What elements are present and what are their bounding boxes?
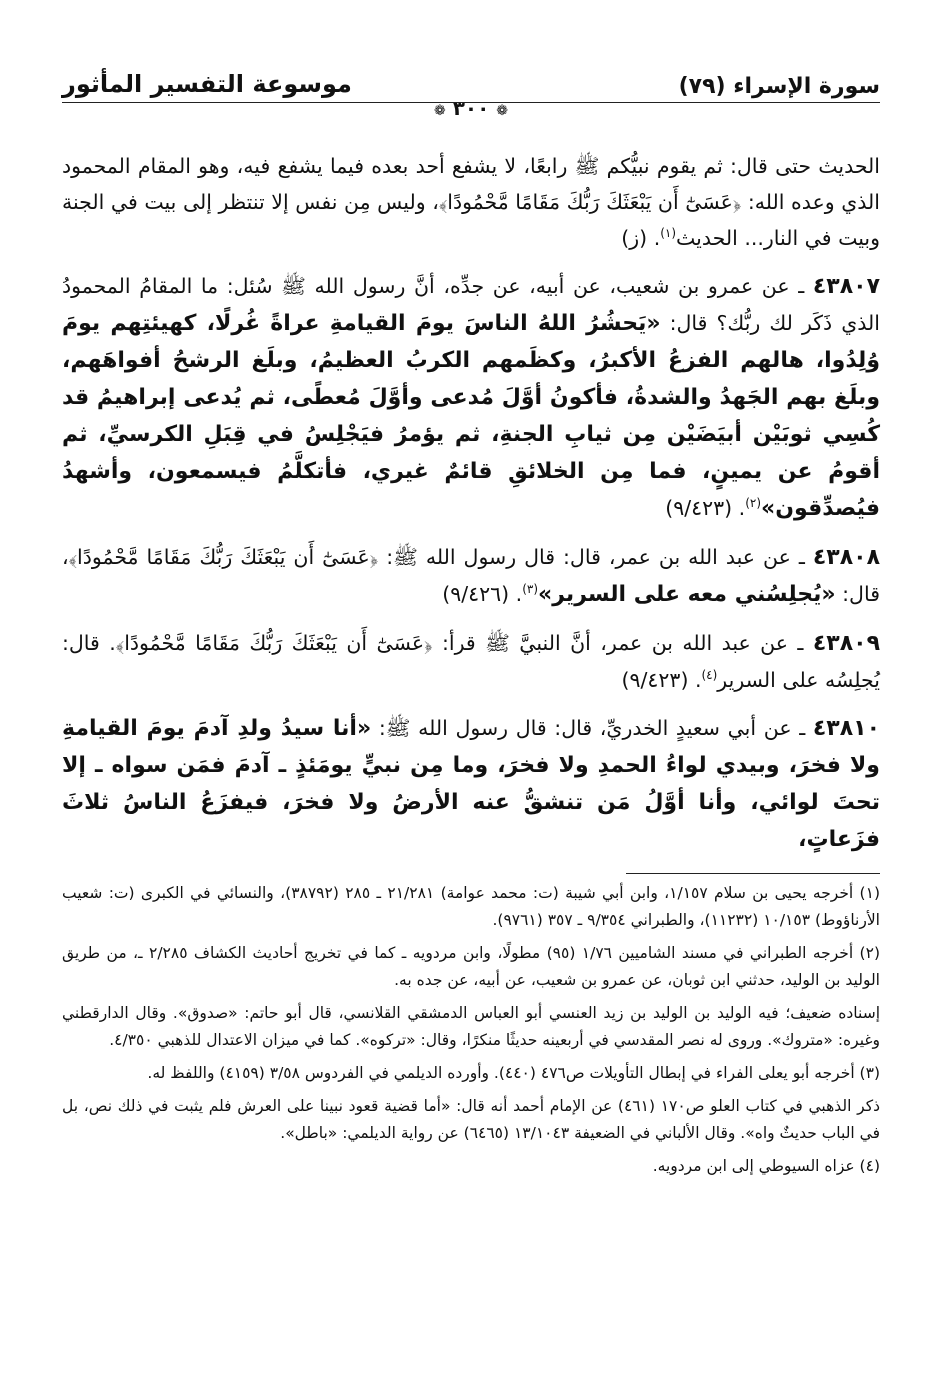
quran-verse: ﴿عَسَىٰٓ أَن يَبْعَثَكَ رَبُّكَ مَقَامًا مَّحْمُودًا﴾ bbox=[115, 631, 433, 655]
hadith-text: «يُجلِسُني معه على السرير» bbox=[538, 582, 836, 607]
hadith-text: «يَحشُرُ اللهُ الناسَ يومَ القيامةِ عراةً غُرلًا، كهيئتِهم يومَ وُلِدُوا، هالهم الفزعُ الأكبرُ، وكظَمهم الكربُ العظيمُ، وبلَغ الرشحُ أفواهَهم، وبلَغ بهم الجَهدُ والشدةُ، فأكونُ أوَّلَ مُدعى وأوَّلَ مُعطًى، ثم يُدعى إبراهيمُ قد كُسِي ثوبَيْن أبيَضَيْن مِن ثيابِ الجنةِ، ثم يؤمرُ فيَجْلِسُ في قِبَلِ الكرسيِّ، ثم أقومُ عن يمينٍ، فما مِن الخلائقِ قائمٌ غيري، فأتكلَّمُ فيسمعون، وأشهدُ فيُصدِّقون» bbox=[62, 311, 880, 521]
intro-text-1: الحديث حتى قال: ثم يقوم نبيُّكم ﷺ رابعًا، لا يشفع أحد بعده فيما يشفع فيه، وهو المقام المحمود الذي وعده الله: bbox=[62, 154, 880, 214]
footnote-1: (١) أخرجه يحيى بن سلام ١/١٥٧، وابن أبي شيبة (ت: محمد عوامة) ٢١/٢٨١ ـ ٢٨٥ (٣٨٧٩٢)، والنسائي في الكبرى (ت: شعيب الأرناؤوط) ١٠/١٥٣ (١١٢٣٢)، والطبراني ٩/٣٥٤ ـ ٣٥٧ (٩٧٦١). bbox=[62, 884, 880, 929]
ornament-right-icon: ❁ bbox=[496, 103, 509, 119]
quran-verse: ﴿عَسَىٰٓ أَن يَبْعَثَكَ رَبُّكَ مَقَامًا مَّحْمُودًا﴾ bbox=[438, 190, 742, 214]
hadith-43808 bbox=[62, 539, 880, 613]
footnote-2-note: إسناده ضعيف؛ فيه الوليد بن الوليد بن زيد العنسي أبو العباس الدمشقي القلانسي، قال أبو حاتم: «صدوق». وقال الدارقطني وغيره: «متروك». وروى له نصر المقدسي في أربعينه حديثًا منكرًا، وقال: «تركوه». كما في ميزان الاعتدال للذهبي ٤/٣٥٠. bbox=[62, 1004, 880, 1049]
hadith-number: ٤٣٨٠٨ bbox=[812, 545, 880, 570]
intro-paragraph bbox=[62, 148, 880, 256]
hadith-text: «أنا سيدُ ولدِ آدمَ يومَ القيامةِ ولا فخرَ، وبيدي لواءُ الحمدِ ولا فخرَ، وما مِن نبيٍّ يومَئذٍ ـ آدمَ فمَن سواه ـ إلا تحتَ لوائي، وأنا أوَّلُ مَن تنشقُّ عنه الأرضُ ولا فخرَ، فيفزَعُ الناسُ ثلاثَ فزَعاتٍ، bbox=[62, 716, 880, 852]
intro-text-2: ، وليس مِن نفس إلا تنتظر إلى بيت في الجنة وبيت في النار... الحديث bbox=[62, 190, 880, 250]
hadith-intro: ـ عن أبي سعيدٍ الخدريِّ، قال: قال رسول الله ﷺ: bbox=[371, 716, 813, 740]
footnote-ref-4[interactable]: (٤) bbox=[701, 668, 718, 683]
hadith-number: ٤٣٨٠٧ bbox=[812, 274, 880, 299]
hadith-43807 bbox=[62, 268, 880, 527]
ornament-left-icon: ❁ bbox=[433, 103, 446, 119]
footnotes bbox=[62, 880, 880, 1186]
footnote-3: (٣) أخرجه أبو يعلى الفراء في إبطال التأويلات ص٤٧٦ (٤٤٠). وأورده الديلمي في الفردوس ٣/٥٨ (٤١٥٩) واللفظ له. bbox=[147, 1064, 880, 1082]
hadith-number: ٤٣٨١٠ bbox=[812, 716, 880, 741]
footnote-4: (٤) عزاه السيوطي إلى ابن مردويه. bbox=[652, 1157, 880, 1175]
hadith-intro: ـ عن عبد الله بن عمر، قال: قال رسول الله ﷺ: bbox=[378, 545, 813, 569]
intro-tail: . (ز) bbox=[621, 226, 661, 250]
page-number: ٣٠٠ bbox=[452, 96, 490, 120]
hadith-43810 bbox=[62, 710, 880, 858]
hadith-number: ٤٣٨٠٩ bbox=[812, 631, 880, 656]
footnote-ref-2[interactable]: (٢) bbox=[745, 496, 762, 511]
quran-verse: ﴿عَسَىٰٓ أَن يَبْعَثَكَ رَبُّكَ مَقَامًا مَّحْمُودًا﴾ bbox=[68, 545, 379, 569]
footnote-ref-1[interactable]: (١) bbox=[660, 226, 677, 241]
hadith-mid: . قال: يُجلِسُه على السرير bbox=[62, 631, 880, 692]
book-title: موسوعة التفسير المأثور bbox=[62, 70, 352, 98]
footnote-rule bbox=[626, 873, 880, 874]
hadith-43809 bbox=[62, 625, 880, 698]
hadith-mid: ، قال: bbox=[62, 545, 880, 606]
volume-ref: . (٩/٤٢٣) bbox=[621, 668, 702, 692]
page-number-block bbox=[434, 96, 508, 120]
hadith-intro: ـ عن عبد الله بن عمر، أنَّ النبيَّ ﷺ قرأ: bbox=[432, 631, 813, 655]
footnote-2: (٢) أخرجه الطبراني في مسند الشاميين ١/٧٦ (٩٥) مطولًا، وابن مردويه ـ كما في تخريج أحاديث الكشاف ٢/٢٨٥ ـ، من طريق الوليد بن الوليد، حدثني ابن ثوبان، عن عمرو بن شعيب، عن أبيه، عن جده به. bbox=[62, 944, 880, 989]
footnote-ref-3[interactable]: (٣) bbox=[522, 582, 539, 597]
volume-ref: . (٩/٤٢٦) bbox=[442, 582, 523, 606]
surah-title: سورة الإسراء (٧٩) bbox=[678, 74, 880, 99]
volume-ref: . (٩/٤٢٣) bbox=[665, 496, 746, 520]
hadith-intro: ـ عن عمرو بن شعيب، عن أبيه، عن جدِّه، أنَّ رسول الله ﷺ سُئل: ما المقامُ المحمودُ الذي ذَكَر لك ربُّك؟ قال: bbox=[62, 274, 880, 335]
main-text bbox=[62, 148, 880, 870]
header-rule bbox=[62, 102, 880, 103]
footnote-3-note: ذكر الذهبي في كتاب العلو ص١٧٠ (٤٦١) عن الإمام أحمد أنه قال: «أما قضية قعود نبينا على العرش فلم يثبت في ذلك نص، بل في الباب حديثٌ واه». وقال الألباني في الضعيفة ١٣/١٠٤٣ (٦٤٦٥) عن رواية الديلمي: «باطل». bbox=[62, 1097, 880, 1142]
page-header bbox=[62, 70, 880, 120]
